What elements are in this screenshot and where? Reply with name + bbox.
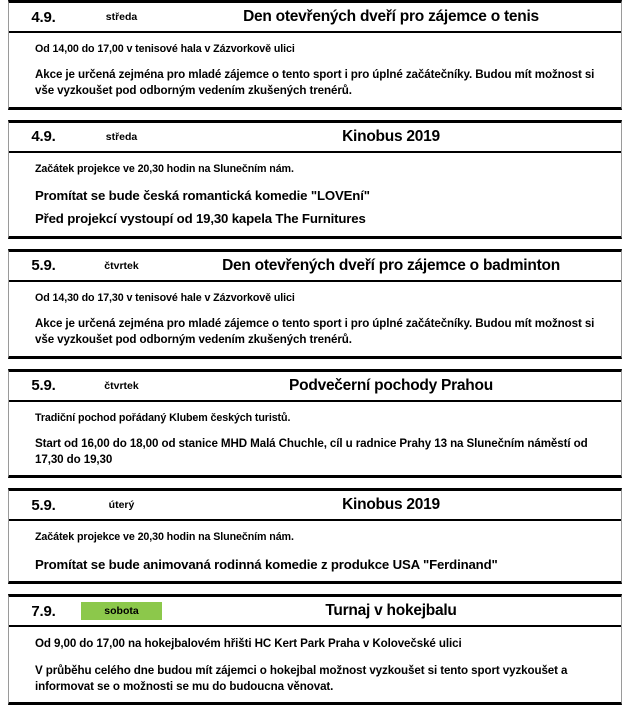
event-header-row <box>9 597 621 627</box>
event-body-line: Před projekcí vystoupí od 19,30 kapela The Furnitures <box>35 210 366 226</box>
event-date: 5.9. <box>31 496 56 514</box>
event-body-line: V průběhu celého dne budou mít zájemci o hokejbal možnost vyzkoušet si tento sport vyzkoušet a informovat se o možnosti se mu do budoucna věnovat. <box>35 664 568 693</box>
weekday-label: středa <box>105 11 138 23</box>
event-body-line: Začátek projekce ve 20,30 hodin na Slunečním nám. <box>35 162 294 175</box>
event-body <box>9 521 621 581</box>
event-weekday <box>70 377 169 395</box>
event-block <box>8 594 622 705</box>
event-weekday <box>70 257 169 275</box>
event-weekday <box>70 602 169 620</box>
event-date: 7.9. <box>31 602 56 620</box>
event-body-line: Promítat se bude česká romantická komedie "LOVEní" <box>35 188 370 204</box>
event-body-line: Start od 16,00 do 18,00 od stanice MHD Malá Chuchle, cíl u radnice Prahy 13 na Slunečním náměstí od 17,30 do 19,30 <box>35 436 588 466</box>
event-header-row <box>9 491 621 521</box>
event-body-line: Akce je určená zejména pro mladé zájemce o tento sport i pro úplné začátečníky. Budou mít možnost si vše vyzkoušet pod odborným vedením zkušených trenérů. <box>35 68 595 98</box>
event-body <box>9 153 621 236</box>
weekday-label: středa <box>105 130 138 143</box>
event-body-line: Od 14,00 do 17,00 v tenisové hala v Zázvorkově ulici <box>35 43 295 55</box>
weekday-label: úterý <box>108 499 135 512</box>
event-body <box>9 33 621 107</box>
weekday-highlight-badge: sobota <box>81 602 161 620</box>
event-header-row <box>9 372 621 402</box>
event-body-line: Od 14,30 do 17,30 v tenisové hale v Zázvorkově ulici <box>35 291 295 304</box>
event-body-line: Tradiční pochod pořádaný Klubem českých turistů. <box>35 411 291 424</box>
event-date: 4.9. <box>31 8 56 26</box>
event-block <box>8 0 622 110</box>
event-block <box>8 249 622 359</box>
event-title: Den otevřených dveří pro zájemce o badminton <box>222 256 560 274</box>
event-date: 4.9. <box>31 128 56 146</box>
event-header-row <box>9 3 621 33</box>
event-body <box>9 282 621 356</box>
event-body <box>9 627 621 702</box>
event-body-line: Akce je určená zejména pro mladé zájemce o tento sport i pro úplné začátečníky. Budou mít možnost si vše vyzkoušet pod odborným vedením zkušených trenérů. <box>35 317 595 346</box>
event-body-line: Začátek projekce ve 20,30 hodin na Slunečním nám. <box>35 531 294 544</box>
event-title: Kinobus 2019 <box>342 127 440 145</box>
event-title: Podvečerní pochody Prahou <box>289 376 493 394</box>
event-weekday <box>70 8 169 26</box>
event-date: 5.9. <box>31 377 56 394</box>
event-block <box>8 369 622 479</box>
weekday-label: čtvrtek <box>104 259 139 272</box>
event-weekday <box>70 496 169 514</box>
weekday-label: čtvrtek <box>104 379 139 392</box>
event-block <box>8 120 622 239</box>
event-body-line: Promítat se bude animovaná rodinná komedie z produkce USA "Ferdinand" <box>35 556 498 572</box>
event-title: Den otevřených dveří pro zájemce o tenis <box>243 8 539 25</box>
event-title: Kinobus 2019 <box>342 496 440 514</box>
event-weekday <box>70 128 169 146</box>
event-body-line: Od 9,00 do 17,00 na hokejbalovém hřišti HC Kert Park Praha v Kolovečské ulici <box>35 637 462 651</box>
event-date: 5.9. <box>31 257 56 275</box>
event-body <box>9 402 621 476</box>
event-title: Turnaj v hokejbalu <box>325 602 457 620</box>
event-block <box>8 488 622 584</box>
event-header-row <box>9 123 621 153</box>
event-header-row <box>9 252 621 282</box>
